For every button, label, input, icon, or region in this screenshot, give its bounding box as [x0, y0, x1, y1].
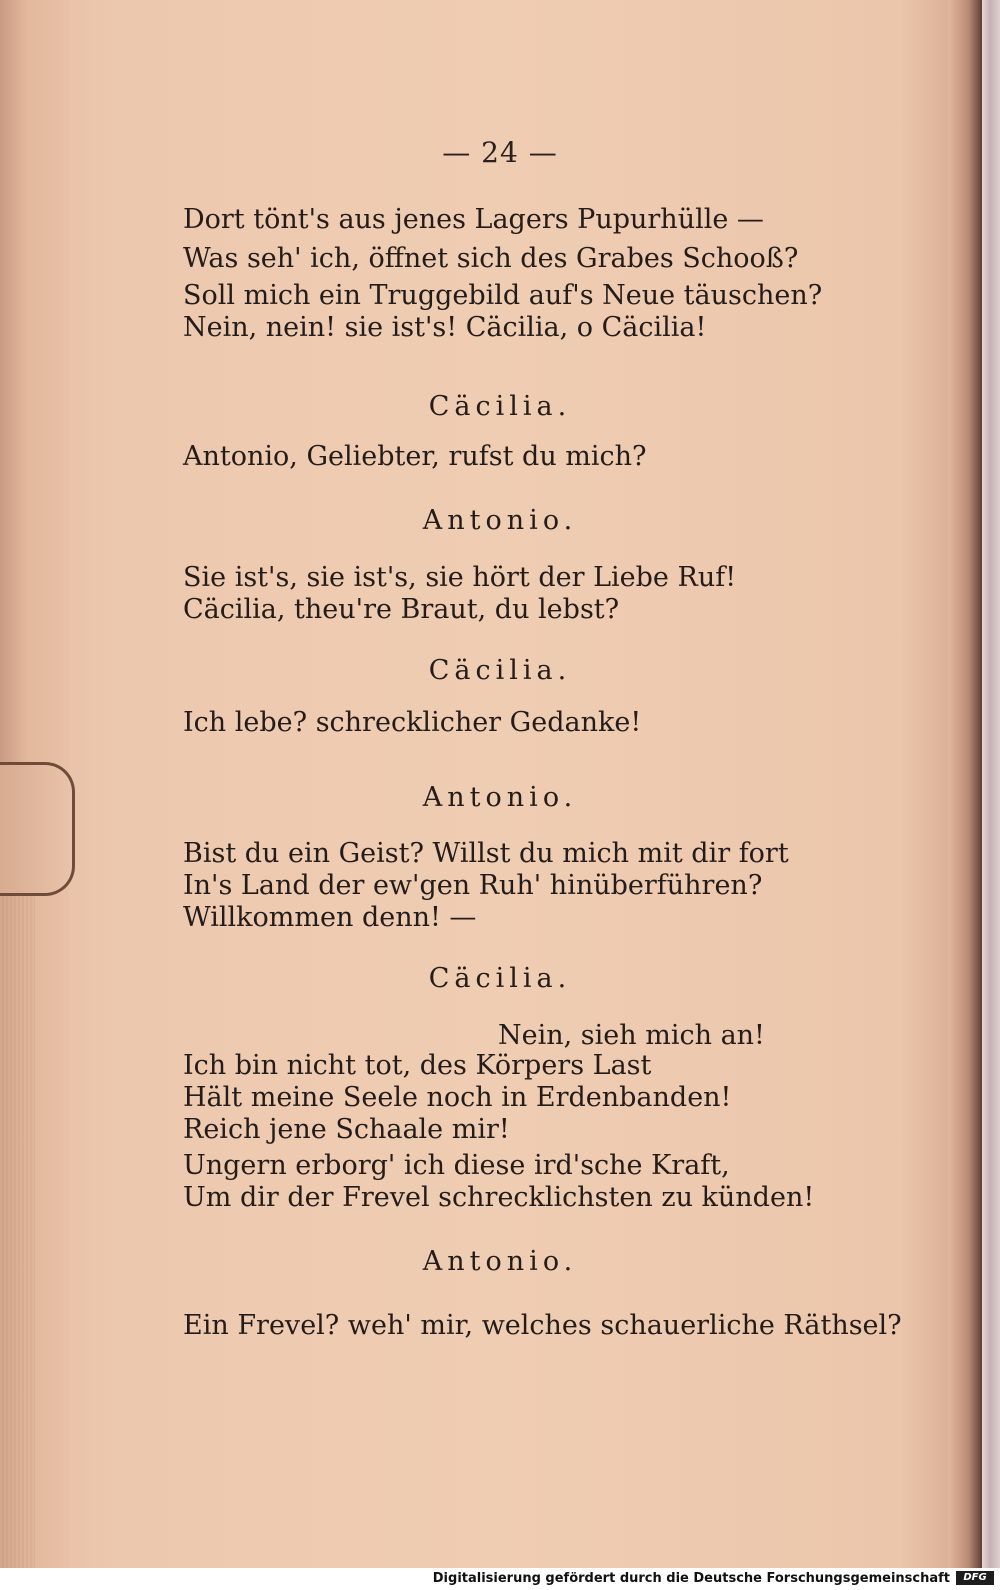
- verse-line: In's Land der ew'gen Ruh' hinüberführen?: [183, 870, 763, 901]
- verse-line: Ich lebe? schrecklicher Gedanke!: [183, 707, 642, 738]
- verse-line: Nein, nein! sie ist's! Cäcilia, o Cäcilia!: [183, 312, 707, 343]
- verse-line: Ein Frevel? weh' mir, welches schauerliche Räthsel?: [183, 1310, 902, 1341]
- verse-line: Dort tönt's aus jenes Lagers Pupurhülle —: [183, 204, 764, 235]
- verse-line: Nein, sieh mich an!: [498, 1020, 765, 1051]
- verse-line: Soll mich ein Truggebild auf's Neue täuschen?: [183, 280, 823, 311]
- speaker-name: Cäcilia.: [428, 391, 572, 422]
- verse-line: Reich jene Schaale mir!: [183, 1114, 510, 1145]
- verse-line: Cäcilia, theu're Braut, du lebst?: [183, 594, 620, 625]
- dfg-logo: DFG: [956, 1571, 994, 1585]
- page-number: — 24 —: [442, 136, 558, 169]
- verse-line: Sie ist's, sie ist's, sie hört der Liebe Ruf!: [183, 562, 737, 593]
- speaker-name: Cäcilia.: [428, 963, 572, 994]
- verse-line: Bist du ein Geist? Willst du mich mit dir fort: [183, 838, 789, 869]
- speaker-name: Antonio.: [422, 505, 578, 536]
- verse-line: Was seh' ich, öffnet sich des Grabes Schooß?: [183, 243, 799, 274]
- speaker-name: Cäcilia.: [428, 655, 572, 686]
- verse-line: Ungern erborg' ich diese ird'sche Kraft,: [183, 1150, 730, 1181]
- verse-line: Willkommen denn! —: [183, 902, 477, 933]
- footer-bar: [0, 1568, 1000, 1590]
- footer-credit: Digitalisierung gefördert durch die Deutsche Forschungsgemeinschaft: [432, 1571, 950, 1586]
- verse-line: Antonio, Geliebter, rufst du mich?: [183, 441, 647, 472]
- verse-line: Ich bin nicht tot, des Körpers Last: [183, 1050, 652, 1081]
- verse-line: Hält meine Seele noch in Erdenbanden!: [183, 1082, 732, 1113]
- speaker-name: Antonio.: [422, 782, 578, 813]
- verse-line: Um dir der Frevel schrecklichsten zu künden!: [183, 1182, 815, 1213]
- speaker-name: Antonio.: [422, 1246, 578, 1277]
